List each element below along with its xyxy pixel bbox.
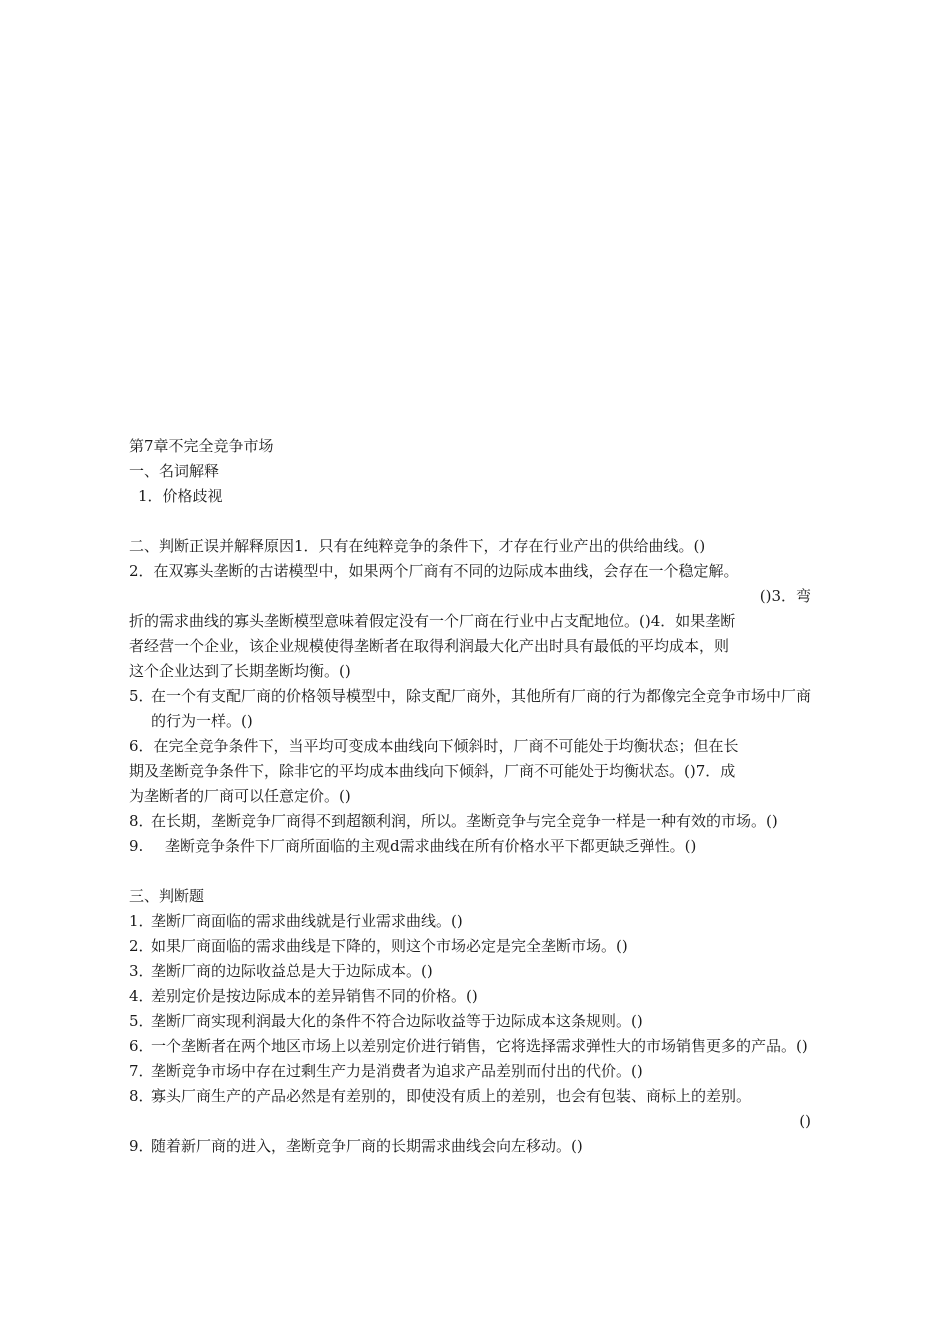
item-text: 垄断厂商的边际收益总是大于边际成本。() [151,962,433,980]
item-number: 2． [129,562,154,580]
section1-item-1 [129,484,819,509]
item-number: 2． [129,937,154,955]
item-number: 9． [129,1137,154,1155]
section3-heading: 三、判断题 [129,887,205,905]
item-text: 垄断厂商面临的需求曲线就是行业需求曲线。() [151,912,463,930]
item-number: 6． [129,1037,154,1055]
item-number: 9. [129,837,144,855]
section2-item-2 [129,559,819,584]
item-text: 一个垄断者在两个地区市场上以差别定价进行销售，它将选择需求弹性大的市场销售更多的产品。() [151,1037,808,1055]
item-number: 8． [129,812,154,830]
item-text: 垄断厂商实现利润最大化的条件不符合边际收益等于边际成本这条规则。() [151,1012,643,1030]
section2-para-line: 折的需求曲线的寡头垄断模型意味着假定没有一个厂商在行业中占支配地位。()4．如果垄断 [129,612,736,630]
item-text: 随着新厂商的进入，垄断竞争厂商的长期需求曲线会向左移动。() [151,1137,583,1155]
section2-item6-line: 6．在完全竞争条件下，当平均可变成本曲线向下倾斜时，厂商不可能处于均衡状态；但在长 [129,737,739,755]
item-number: 1． [138,487,163,505]
section2-item6-line: 为垄断者的厂商可以任意定价。() [129,787,351,805]
section3-item-1 [129,909,819,934]
item-text: 在双寡头垄断的古诺模型中，如果两个厂商有不同的边际成本曲线，会存在一个稳定解。 [153,562,739,580]
item-text: 差别定价是按边际成本的差异销售不同的价格。() [151,987,478,1005]
item-number: 7． [129,1062,154,1080]
section3-item-7 [129,1059,819,1084]
section1-heading: 一、名词解释 [129,462,220,480]
section2-heading-line: 二、判断正误并解释原因1．只有在纯粹竞争的条件下，才存在行业产出的供给曲线。() [129,537,706,555]
section2-item-8 [129,809,819,834]
section2-item6-line: 期及垄断竞争条件下，除非它的平均成本曲线向下倾斜，厂商不可能处于均衡状态。()7．成 [129,762,736,780]
item-number: 3． [129,962,154,980]
item-text: 在一个有支配厂商的价格领导模型中，除支配厂商外，其他所有厂商的行为都像完全竞争市场中厂商的行为一样。() [151,687,812,730]
section3-item-3 [129,959,819,984]
section3-item-2 [129,934,819,959]
item-text: 在长期，垄断竞争厂商得不到超额利润，所以。垄断竞争与完全竞争一样是一种有效的市场。() [151,812,778,830]
item-number: 5． [129,687,154,705]
section3-item-8 [129,1084,819,1109]
item-number: 1． [129,912,154,930]
section2-item-5 [129,684,819,734]
section2-item-9 [129,834,819,859]
section3-item-4 [129,984,819,1009]
item-text: 寡头厂商生产的产品必然是有差别的，即使没有质上的差别，也会有包装、商标上的差别。 [151,1087,752,1105]
item-text: 垄断竞争市场中存在过剩生产力是消费者为追求产品差别而付出的代价。() [151,1062,643,1080]
item-text: 价格歧视 [162,487,223,505]
spacer [129,509,819,534]
item-text: 垄断竞争条件下厂商所面临的主观d需求曲线在所有价格水平下都更缺乏弹性。() [165,837,697,855]
section2-para-line: 者经营一个企业，该企业规模使得垄断者在取得利润最大化产出时具有最低的平均成本，则 [129,637,730,655]
item-number: 5． [129,1012,154,1030]
chapter-title: 第7章不完全竞争市场 [129,437,274,455]
item-text: 如果厂商面临的需求曲线是下降的，则这个市场必定是完全垄断市场。() [151,937,628,955]
document-page [129,434,819,1159]
section3-item-5 [129,1009,819,1034]
section3-item-9 [129,1134,819,1159]
item-number: 4． [129,987,154,1005]
item-number: 8． [129,1087,154,1105]
section3-item-8-tail: () [799,1112,811,1130]
section3-item-6 [129,1034,819,1059]
section2-item-2-tail: ()3．弯 [759,587,811,605]
spacer [129,859,819,884]
section2-para-line: 这个企业达到了长期垄断均衡。() [129,662,351,680]
